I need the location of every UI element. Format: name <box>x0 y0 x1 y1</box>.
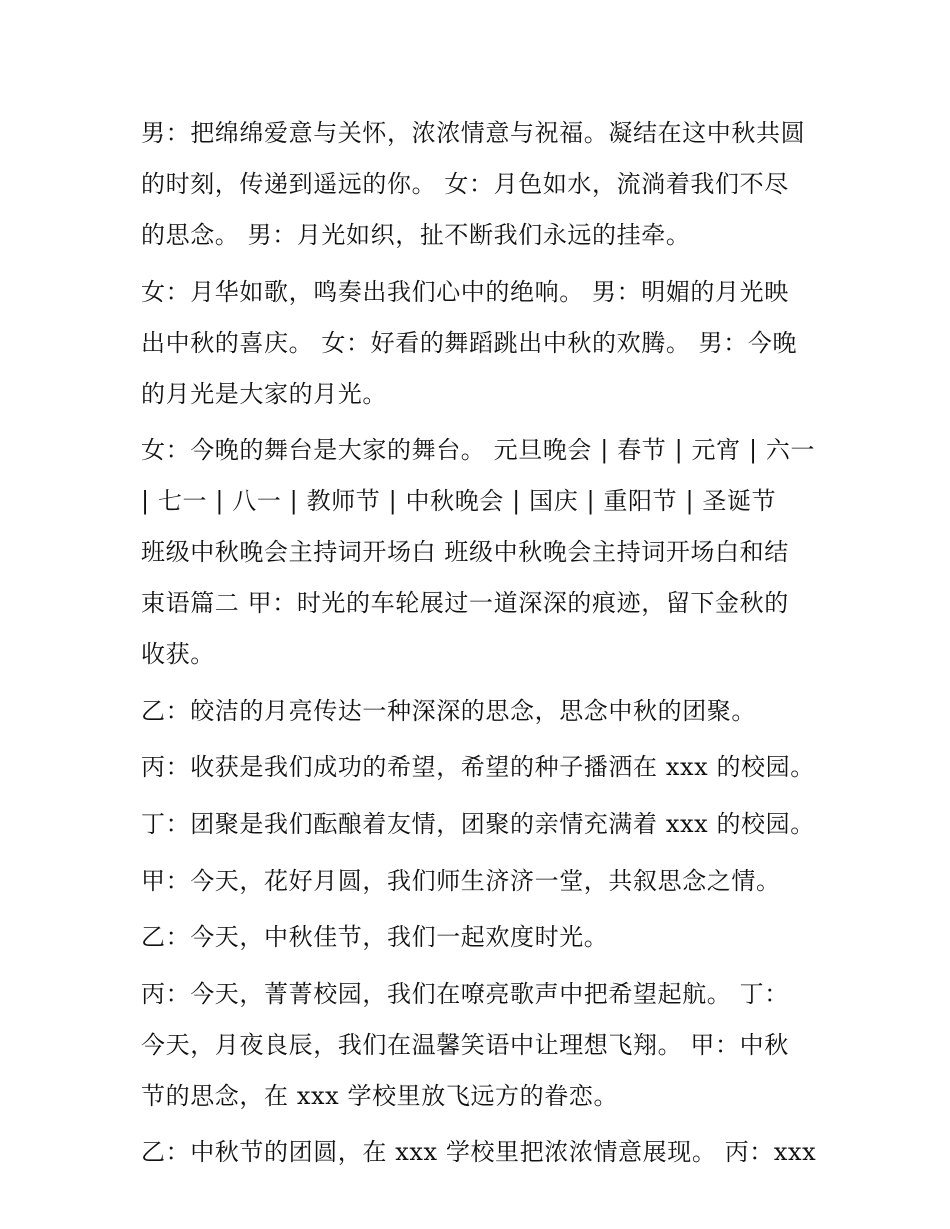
text-line: 乙：皎洁的月亮传达一种深深的思念，思念中秋的团聚。 <box>141 696 756 725</box>
text-line: 男：把绵绵爱意与关怀，浓浓情意与祝福。凝结在这中秋共圆 <box>141 119 806 147</box>
text-line: 出中秋的喜庆。 女：好看的舞蹈跳出中秋的欢腾。 男：今晚 <box>141 328 798 357</box>
paragraph <box>141 686 821 737</box>
text-line: 甲：今天，花好月圆，我们师生济济一堂，共叙思念之情。 <box>141 866 781 895</box>
paragraph <box>141 1127 821 1178</box>
paragraph <box>141 425 821 680</box>
text-line: 的月光是大家的月光。 <box>141 379 387 408</box>
text-line: 女：月华如歌，鸣奏出我们心中的绝响。 男：明媚的月光映 <box>141 277 789 306</box>
text-line: 节的思念，在 xxx 学校里放飞远方的眷恋。 <box>141 1081 619 1110</box>
text-line: 乙：中秋节的团圆，在 xxx 学校里把浓浓情意展现。 丙：xxx <box>141 1138 817 1167</box>
text-line: 丙：收获是我们成功的希望，希望的种子播洒在 xxx 的校园。 <box>141 753 815 782</box>
text-line: 乙：今天，中秋佳节，我们一起欢度时光。 <box>141 923 609 952</box>
text-line: 的思念。 男：月光如织，扯不断我们永远的挂牵。 <box>141 221 691 249</box>
text-line: 丙：今天，菁菁校园，我们在嘹亮歌声中把希望起航。 丁： <box>141 979 789 1008</box>
text-line: 班级中秋晚会主持词开场白 班级中秋晚会主持词开场白和结 <box>141 538 789 567</box>
document-body <box>141 108 821 1184</box>
paragraph <box>141 108 821 261</box>
paragraph <box>141 267 821 420</box>
paragraph <box>141 799 821 850</box>
paragraph <box>141 856 821 907</box>
text-line: 女：今晚的舞台是大家的舞台。 元旦晚会 | 春节 | 元宵 | 六一 <box>141 436 816 465</box>
text-line: 今天，月夜良辰，我们在温馨笑语中让理想飞翔。 甲：中秋 <box>141 1030 789 1059</box>
text-line: | 七一 | 八一 | 教师节 | 中秋晚会 | 国庆 | 重阳节 | 圣诞节 <box>141 487 777 516</box>
text-line: 的时刻，传递到遥远的你。 女：月色如水，流淌着我们不尽 <box>141 170 789 198</box>
paragraph <box>141 912 821 963</box>
text-line: 束语篇二 甲：时光的车轮展过一道深深的痕迹，留下金秋的 <box>141 589 789 618</box>
paragraph <box>141 742 821 793</box>
text-line: 丁：团聚是我们酝酿着友情，团聚的亲情充满着 xxx 的校园。 <box>141 809 815 838</box>
paragraph <box>141 969 821 1122</box>
text-line: 收获。 <box>141 640 215 669</box>
